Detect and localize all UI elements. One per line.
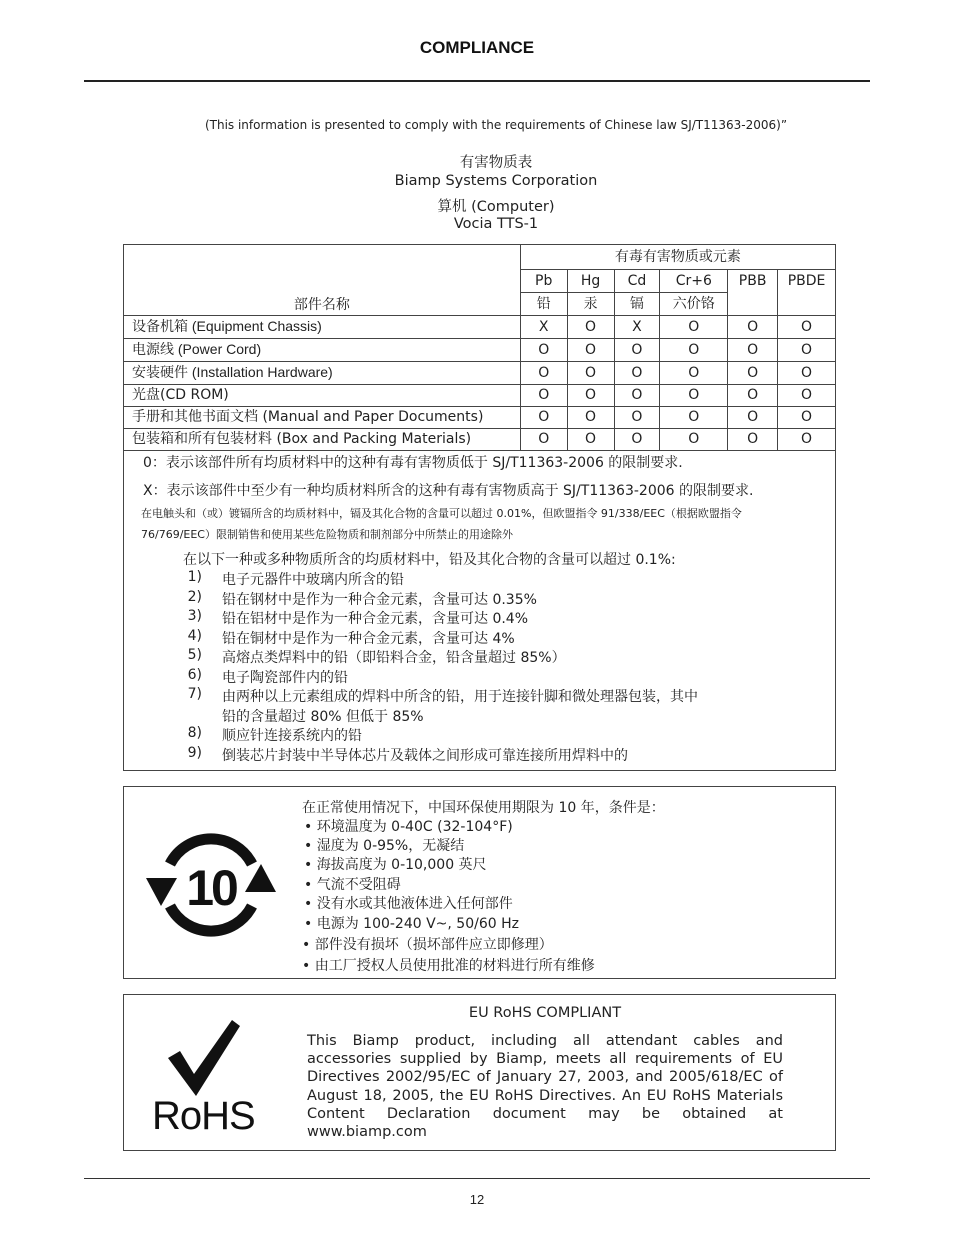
table-cell: O xyxy=(778,385,836,407)
table-cell: O xyxy=(728,339,778,362)
table-cell: O xyxy=(778,429,836,451)
list-item: • 环境温度为 0-40C (32-104°F) xyxy=(304,819,513,835)
part-name-cn: 光盘 xyxy=(132,387,160,403)
table-cell: O xyxy=(567,316,614,339)
table-cell: O xyxy=(567,429,614,451)
legend-o: 0：表示该部件所有均质材料中的这种有毒有害物质低于 SJ/T11363-2006 的限制要求. xyxy=(143,455,683,471)
table-row xyxy=(124,407,836,429)
table-cell: O xyxy=(660,385,728,407)
table-cell: O xyxy=(520,385,567,407)
table-row xyxy=(124,429,836,451)
exemptions-intro: 在以下一种或多种物质所含的均质材料中，铅及其化合物的含量可以超过 0.1%: xyxy=(183,552,676,568)
table-row xyxy=(124,316,836,339)
part-name-header: 部件名称 xyxy=(124,245,521,316)
list-item: • 气流不受阻碍 xyxy=(304,877,401,893)
table-row xyxy=(124,339,836,362)
checkmark-icon xyxy=(166,1018,242,1098)
table-cell: O xyxy=(660,362,728,385)
column-symbol: Pb xyxy=(520,270,567,293)
table-cell: O xyxy=(614,429,660,451)
table-cell: O xyxy=(728,407,778,429)
part-name-en: (Equipment Chassis) xyxy=(188,318,322,334)
list-item: • 海拔高度为 0-10,000 英尺 xyxy=(304,857,487,873)
table-cell: O xyxy=(614,362,660,385)
hazardous-substance-table xyxy=(123,244,836,451)
table-cell: X xyxy=(520,316,567,339)
part-name-en: (Installation Hardware) xyxy=(188,364,333,380)
page-title: COMPLIANCE xyxy=(419,38,535,57)
rohs-heading: EU RoHS COMPLIANT xyxy=(468,1005,622,1021)
table-cell: O xyxy=(520,407,567,429)
column-symbol: Cd xyxy=(614,270,660,293)
table-cell: O xyxy=(614,385,660,407)
part-name-en: (Manual and Paper Documents) xyxy=(258,409,484,425)
efup-intro: 在正常使用情况下，中国环保使用期限为 10 年，条件是： xyxy=(302,800,665,816)
product-category: 算机 (Computer) xyxy=(437,199,555,215)
header-divider xyxy=(84,80,870,82)
table-cell: O xyxy=(778,339,836,362)
exemptions-list: 1) 电子元器件中玻璃内所含的铅 2) 铅在钢材中是作为一种合金元素，含量可达 0.35% 3) 铅在铝材中是作为一种合金元素，含量可达 0.4% 4) 铅在铜材中是作为一种合金元素，含量可达 4% 5) 高熔点类焊料中的铅（即铅料合金，铅含量超过 85%） 6) 电子陶瓷部件内的铅 7) 由两种以上元素组成的焊料中所含的铅，用于连接针脚和微处理器包装，其中 铅的含量超过 80% 但低于 85% 8) 顺应针连接系统内的铅 9) 倒装芯片封装中半导体芯片及载体之间形成可靠连接所用焊料中的 xyxy=(187,569,698,764)
legend-x: X：表示该部件中至少有一种均质材料所含的这种有毒有害物质高于 SJ/T11363-2006 的限制要求. xyxy=(143,483,754,499)
table-cell: O xyxy=(728,429,778,451)
table-cell: O xyxy=(778,362,836,385)
column-name: 汞 xyxy=(567,293,614,316)
table-cell: O xyxy=(660,339,728,362)
table-cell: O xyxy=(728,362,778,385)
list-item: • 部件没有损坏（损坏部件应立即修理） xyxy=(302,937,553,953)
table-cell: O xyxy=(567,339,614,362)
column-symbol: PBDE xyxy=(778,270,836,316)
table-cell: O xyxy=(567,407,614,429)
part-name-cn: 包装箱和所有包装材料 xyxy=(132,431,272,447)
table-cell: O xyxy=(520,339,567,362)
column-symbol: Cr+6 xyxy=(660,270,728,293)
list-item: • 湿度为 0-95%，无凝结 xyxy=(304,838,465,854)
page-number: 12 xyxy=(469,1192,485,1207)
table-cell: O xyxy=(567,385,614,407)
substance-group-header: 有毒有害物质或元素 xyxy=(520,245,835,270)
table-cell: O xyxy=(660,407,728,429)
rohs-logo: RoHS xyxy=(152,1094,255,1138)
part-name-cn: 电源线 xyxy=(132,342,174,358)
legend-note-line2: 76/769/EEC）限制销售和使用某些危险物质和制剂部分中所禁止的用途除外 xyxy=(141,528,513,541)
table-cell: O xyxy=(614,339,660,362)
part-name-en: (Power Cord) xyxy=(174,341,262,357)
table-cell: O xyxy=(660,429,728,451)
part-name-en: (CD ROM) xyxy=(160,387,229,403)
table-cell: O xyxy=(728,385,778,407)
table-cell: O xyxy=(520,362,567,385)
column-symbol: PBB xyxy=(728,270,778,316)
list-item: • 由工厂授权人员使用批准的材料进行所有维修 xyxy=(302,958,595,974)
column-name: 镉 xyxy=(614,293,660,316)
table-cell: O xyxy=(567,362,614,385)
table-cell: O xyxy=(778,407,836,429)
table-cell: O xyxy=(728,316,778,339)
part-name-cn: 手册和其他书面文档 xyxy=(132,409,258,425)
table-cell: O xyxy=(660,316,728,339)
rohs-statement: This Biamp product, including all attendant cables and accessories supplied by Biamp, meets all requirements of EU Directives 2002/95/EC of January 27, 2003, and 2005/618/EC of August 18, 2005, the EU RoHS Directives. An EU RoHS Materials Content Declaration document may be obtained at www.biamp.com xyxy=(307,1033,783,1141)
part-name-cn: 安装硬件 xyxy=(132,365,188,381)
list-item: • 没有水或其他液体进入任何部件 xyxy=(304,896,513,912)
table-row xyxy=(124,385,836,407)
column-symbol: Hg xyxy=(567,270,614,293)
column-name: 铅 xyxy=(520,293,567,316)
legend-note-line1: 在电触头和（或）镀镉所含的均质材料中，镉及其化合物的含量可以超过 0.01%，但欧盟指令 91/338/EEC（根据欧盟指令 xyxy=(141,507,742,520)
product-model: Vocia TTS-1 xyxy=(453,216,539,232)
compliance-notice: (This information is presented to comply with the requirements of Chinese law SJ/T11363-2006)” xyxy=(204,118,788,132)
part-name-cn: 设备机箱 xyxy=(132,319,188,335)
efup-10-logo xyxy=(143,826,279,944)
efup-logo-number: 10 xyxy=(186,860,236,916)
column-name: 六价铬 xyxy=(660,293,728,316)
company-name: Biamp Systems Corporation xyxy=(394,173,598,189)
table-cell: O xyxy=(520,429,567,451)
doc-title-cn: 有害物质表 xyxy=(459,155,533,171)
part-name-en: (Box and Packing Materials) xyxy=(272,431,472,447)
table-row xyxy=(124,362,836,385)
table-cell: O xyxy=(614,407,660,429)
table-cell: X xyxy=(614,316,660,339)
footer-divider xyxy=(84,1178,870,1179)
table-cell: O xyxy=(778,316,836,339)
list-item: • 电源为 100-240 V~, 50/60 Hz xyxy=(304,916,519,932)
